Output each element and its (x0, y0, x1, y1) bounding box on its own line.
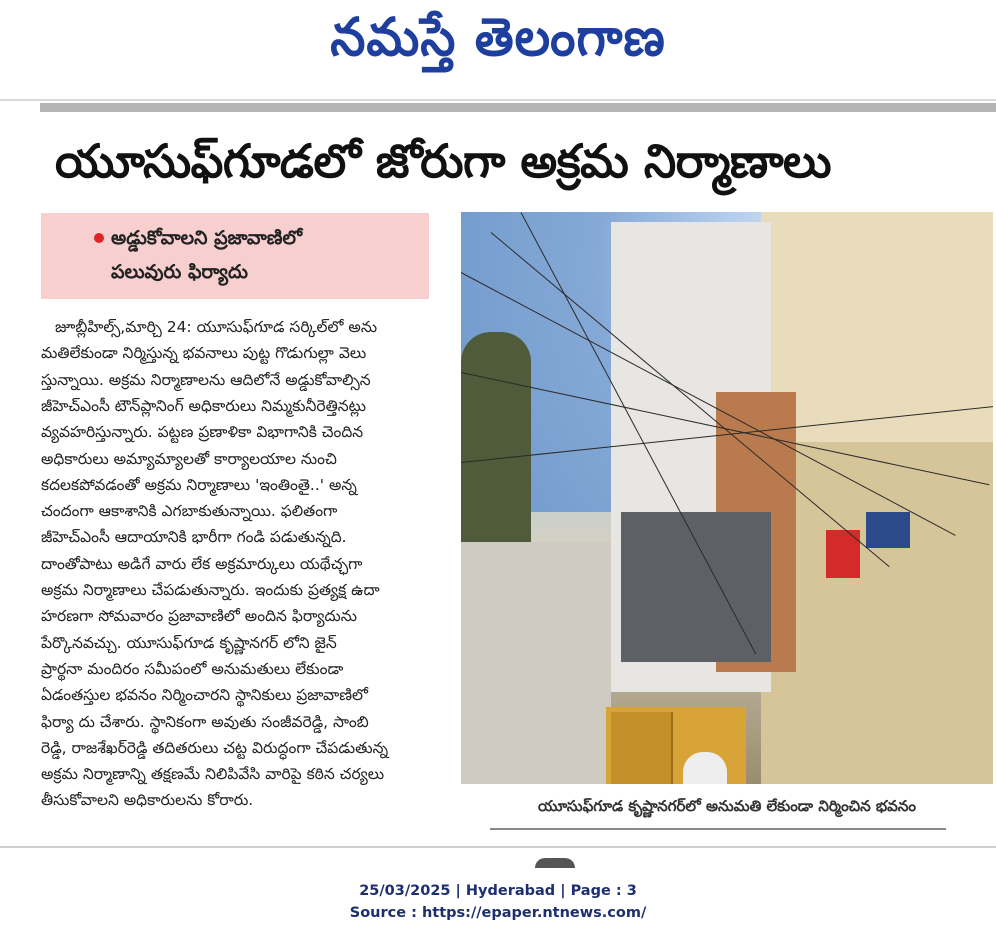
subheadline-line-1: అడ్డుకోవాలని ప్రజావాణిలో (111, 227, 303, 249)
article-line: చందంగా ఆకాశానికి ఎగబాకుతున్నాయి. ఫలితంగా (41, 502, 338, 521)
article-line: జూబ్లీహిల్స్,మార్చి 24: యూసుఫ్‌గూడ సర్కిల్‌లో అను (55, 318, 378, 336)
article-line: ప్రార్థనా మందిరం సమీపంలో అనుమతులు లేకుండా (41, 659, 344, 678)
headline-text: యూసుఫ్‌గూడలో జోరుగా అక్రమ నిర్మాణాలు (55, 134, 832, 188)
caption-underline (490, 828, 946, 830)
building-photo (461, 212, 993, 784)
subheadline-box (41, 213, 429, 299)
article-line: మతిలేకుండా నిర్మిస్తున్న భవనాలు పుట్ట గొడుగుల్లా వెలు (41, 344, 367, 363)
article-line: అధికారులు అమ్యామ్యాలతో కార్యాలయాల నుంచి (41, 449, 337, 468)
article-line: తీసుకోవాలని అధికారులను కోరారు. (41, 791, 254, 810)
article-line: అక్రమ నిర్మాణాలు చేపడుతున్నారు. ఇందుకు ప్రత్యక్ష ఉదా (41, 581, 380, 599)
subheadline-line-2: పలువురు ఫిర్యాదు (111, 261, 248, 283)
footer-date-page: 25/03/2025 | Hyderabad | Page : 3 (359, 883, 637, 899)
photo-person (683, 752, 727, 784)
article-line: రెడ్డి, రాజశేఖర్‌రెడ్డి తదితరులు చట్ట విరుద్ధంగా చేపడుతున్న (41, 738, 389, 757)
article-line: స్తున్నాయి. అక్రమ నిర్మాణాలను ఆదిలోనే అడ్డుకోవాల్సిన (41, 370, 371, 389)
article-line: కదలకపోవడంతో అక్రమ నిర్మాణాలు 'ఇంతింతై..' అన్న (41, 475, 357, 494)
article-line: హరణగా సోమవారం ప్రజావాణిలో అందిన ఫిర్యాదును (41, 607, 358, 626)
article-line: పేర్కొనవచ్చు. యూసుఫ్‌గూడ కృష్ణానగర్ లోని జైన్ (41, 633, 337, 652)
article-line: జీహెచ్‌ఎంసీ ఆదాయానికి భారీగా గండి పడుతున్నది. (41, 528, 347, 547)
masthead-divider (40, 103, 996, 112)
footer (0, 880, 996, 924)
photo-caption-text: యూసుఫ్‌గూడ కృష్ణానగర్‌లో అనుమతి లేకుండా నిర్మించిన భవనం (538, 797, 916, 815)
cropped-next-article (535, 858, 575, 868)
bullet-icon (94, 233, 104, 243)
photo-gate-door (611, 712, 673, 784)
article-line: దాంతోపాటు అడిగే వారు లేక అక్రమార్కులు యథేచ్ఛగా (41, 554, 363, 573)
article-line: జీహెచ్‌ఎంసీ టౌన్‌ప్లానింగ్ అధికారులు నిమ్మకునీరెత్తినట్లు (41, 396, 366, 415)
photo-blue-cloth (866, 512, 910, 548)
footer-source: Source : https://epaper.ntnews.com/ (349, 905, 647, 921)
article-line: ఫిర్యా దు చేశారు. స్థానికంగా అవుతు సంజీవరెడ్డి, సాంబి (41, 712, 369, 731)
article-line: అక్రమ నిర్మాణాన్ని తక్షణమే నిలిపివేసి వారిపై కఠిన చర్యలు (41, 765, 385, 784)
photo-caption (461, 796, 993, 819)
article-line: వ్యవహరిస్తున్నారు. పట్టణ ప్రణాళికా విభాగానికి చెందిన (41, 423, 364, 442)
masthead (0, 0, 996, 78)
article-line: ఏడంతస్తుల భవనం నిర్మించారని స్థానికులు ప్రజావాణిలో (41, 686, 368, 705)
bottom-divider (0, 846, 996, 848)
masthead-divider-thin (0, 99, 996, 101)
photo-staircase (461, 542, 611, 784)
headline (40, 120, 996, 200)
newspaper-logo: నమస్తే తెలంగాణ (330, 6, 666, 68)
